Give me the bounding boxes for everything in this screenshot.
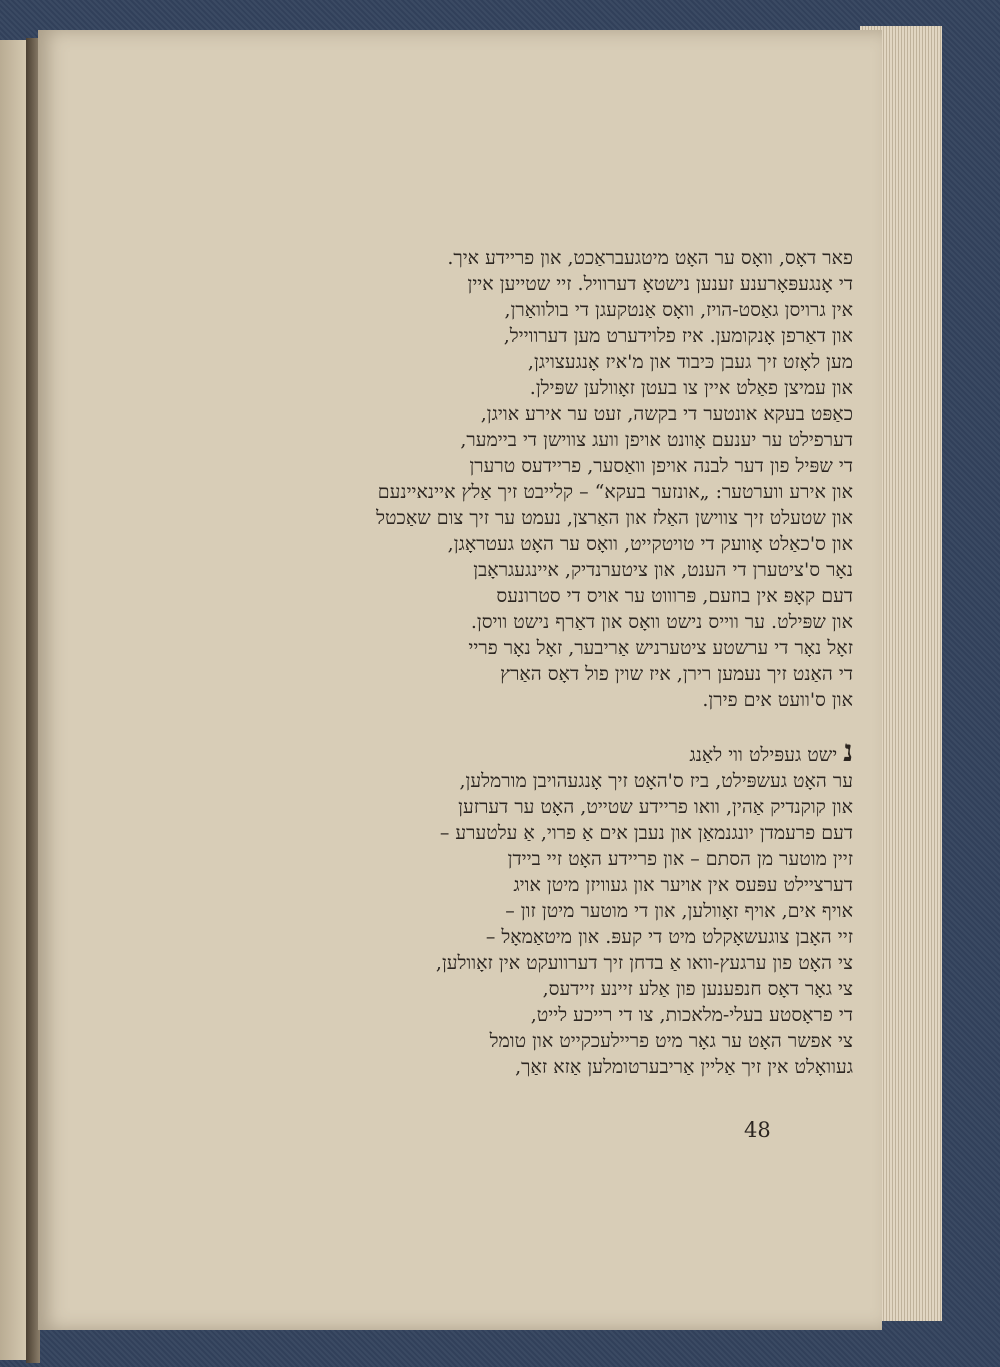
text-line bbox=[253, 531, 853, 557]
line-text: און דאַרפן אָנקומען. איז פלוידערט מען דערווייל, bbox=[503, 325, 853, 347]
text-line bbox=[253, 820, 853, 846]
text-line bbox=[253, 557, 853, 583]
text-line bbox=[253, 898, 853, 924]
text-line bbox=[253, 924, 853, 950]
text-line bbox=[253, 401, 853, 427]
text-line bbox=[253, 687, 853, 713]
page-number: 48 bbox=[744, 1118, 771, 1142]
line-text: די האַנט זיך נעמען רירן, איז שוין פול דאָס האַרץ bbox=[500, 663, 853, 685]
text-line bbox=[253, 271, 853, 297]
line-text: צי האָט פון ערגעץ-וואו אַ בדחן זיך דערוועקט אין זאָוולען, bbox=[435, 952, 853, 974]
line-text: דערציילט עפּעס אין אויער און געוויזן מיטן אויג bbox=[513, 874, 853, 896]
page-text bbox=[253, 245, 853, 1080]
line-text: דעם פרעמדן יונגנמאַן און נעבן אים אַ פרוי, אַ עלטערע – bbox=[439, 822, 853, 844]
text-line bbox=[253, 976, 853, 1002]
line-text: און שפּילט. ער ווייס נישט וואָס און דאַרף נישט וויסן. bbox=[470, 611, 853, 633]
text-line bbox=[253, 323, 853, 349]
text-line bbox=[253, 505, 853, 531]
text-line bbox=[253, 609, 853, 635]
text-line bbox=[253, 375, 853, 401]
text-line bbox=[253, 349, 853, 375]
line-text: דעם קאָפּ אין בוזעם, פּרוווט ער אויס די סטרונעס bbox=[496, 585, 853, 607]
line-text: געוואָלט אין זיך אַליין אַריבערטומלען אַזא זאַך, bbox=[515, 1056, 853, 1078]
text-line bbox=[253, 1054, 853, 1080]
line-text: און אירע ווערטער: „אונזער בעקא“ – קלייבט זיך אַלץ איינאיינעם bbox=[377, 481, 853, 503]
line-text: די שפּיל פון דער לבנה אויפן וואַסער, פריידעס טרערן bbox=[469, 455, 853, 477]
line-text: כאַפּט בעקא אונטער די בקשה, זעט ער אירע אויגן, bbox=[480, 403, 853, 425]
text-line bbox=[253, 1002, 853, 1028]
text-line bbox=[253, 794, 853, 820]
paragraph-1 bbox=[253, 245, 853, 713]
line-text: ישט געפּילט ווי לאַנג bbox=[689, 744, 838, 766]
text-line bbox=[253, 479, 853, 505]
line-text: זיי האָבן צוגעשאָקלט מיט די קעפּ. און מיטאַמאָל – bbox=[485, 926, 853, 948]
line-text: זאָל נאָר די ערשטע ציטערניש אַריבער, זאָל נאָר פריי bbox=[468, 637, 853, 659]
text-line bbox=[253, 950, 853, 976]
line-text: די אָנגעפּאָרענע זענען נישטאָ דערוויל. זיי שטייען איין bbox=[467, 273, 853, 295]
text-line bbox=[253, 635, 853, 661]
line-text: און ס'וועט אים פירן. bbox=[702, 689, 853, 711]
text-line bbox=[253, 661, 853, 687]
text-line bbox=[253, 846, 853, 872]
text-line bbox=[253, 734, 853, 769]
line-text: און שטעלט זיך צווישן האַלז און האַרצן, נעמט ער זיך צום שאַכטל bbox=[376, 507, 853, 529]
line-text: דערפילט ער יענעם אָוונט אויפן וועג צווישן די ביימער, bbox=[460, 429, 853, 451]
line-text: און עמיצן פאַלט איין צו בעטן זאָוולען שפּילן. bbox=[529, 377, 853, 399]
book-page bbox=[38, 30, 882, 1330]
text-line bbox=[253, 245, 853, 271]
drop-cap: נ bbox=[843, 734, 853, 769]
line-text: ער האָט געשפּילט, ביז ס'האָט זיך אָנגעהויבן מורמלען, bbox=[459, 770, 853, 792]
paragraph-2 bbox=[253, 734, 853, 1080]
text-line bbox=[253, 297, 853, 323]
line-text: אין גרויסן גאַסט-הויז, וואָס אַנטקעגן די בולוואַרן, bbox=[504, 299, 853, 321]
line-text: אויף אים, אויף זאָוולען, און די מוטער מיטן זון – bbox=[505, 900, 853, 922]
line-text: די פראָסטע בעלי-מלאכות, צו די רייכע לייט, bbox=[530, 1004, 853, 1026]
text-line bbox=[253, 872, 853, 898]
line-text: נאָר ס'ציטערן די הענט, און ציטערנדיק, איינגעגראָבן bbox=[473, 559, 853, 581]
text-line bbox=[253, 1028, 853, 1054]
line-text: צי אפשר האָט ער גאָר מיט פריילעכקייט און טומל bbox=[489, 1030, 853, 1052]
line-text: פאר דאָס, וואָס ער האָט מיטגעבראַכט, און פריידע איך. bbox=[447, 247, 853, 269]
line-text: צי גאָר דאָס חנפענען פון אַלע זיינע זיידעס, bbox=[542, 978, 853, 1000]
text-line bbox=[253, 453, 853, 479]
text-line bbox=[253, 768, 853, 794]
text-line bbox=[253, 583, 853, 609]
line-text: און ס'כאַלט אָוועק די טויטקייט, וואָס ער האָט געטראָגן, bbox=[447, 533, 853, 555]
line-text: זיין מוטער מן הסתם – און פריידע האָט זיי ביידן bbox=[507, 848, 853, 870]
text-line bbox=[253, 427, 853, 453]
line-text: מען לאָזט זיך געבן כּיבוד און מ'איז אָנגעצויגן, bbox=[527, 351, 853, 373]
line-text: און קוקנדיק אַהין, וואו פריידע שטייט, האָט ער דערזען bbox=[458, 796, 853, 818]
